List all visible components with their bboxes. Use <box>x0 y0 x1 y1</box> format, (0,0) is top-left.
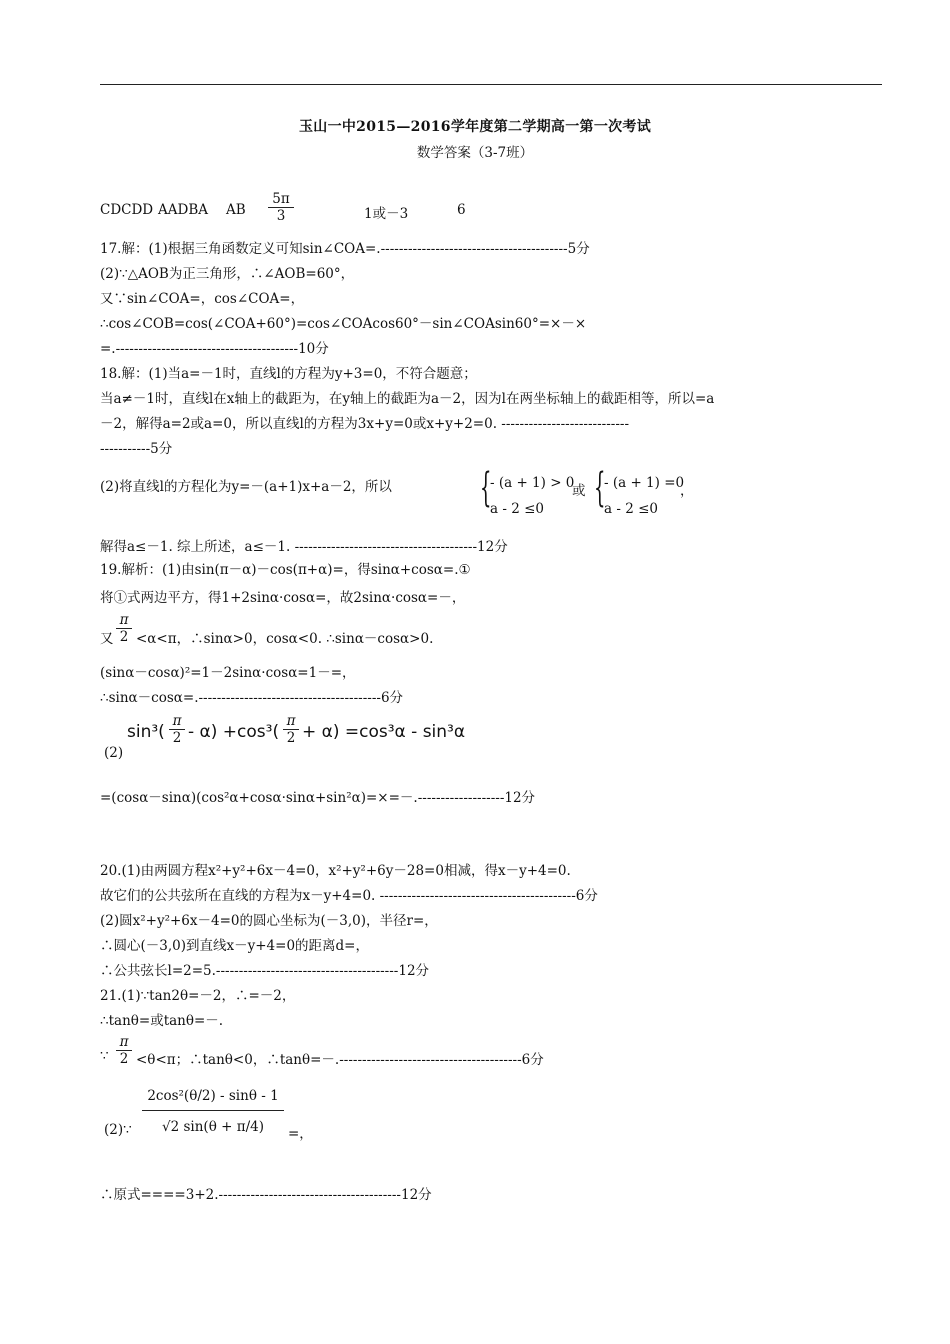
choice-group-1: CDCDD <box>100 202 154 218</box>
q19-line-7: =(cosα－sinα)(cos²α+cosα·sinα+sin²α)=×=－.-------------------12分 <box>100 790 536 806</box>
q17-line-3: 又∵sin∠COA=，cos∠COA=， <box>100 291 305 307</box>
fraction-numerator: π <box>286 713 296 729</box>
q20-line-2: 故它们的公共弦所在直线的方程为x－y+4=0. -------------------------------------------6分 <box>100 888 598 904</box>
top-rule <box>100 84 882 85</box>
q21-part-2-label: (2)∵ <box>104 1122 132 1138</box>
q18-line-3: －2，解得a=2或a=0，所以直线l的方程为3x+y=0或x+y+2=0. ---------------------------- <box>100 416 630 432</box>
page-subtitle: 数学答案（3-7班） <box>416 145 534 161</box>
fraction-denominator: 3 <box>276 208 286 224</box>
q21-line-1: 21.(1)∵tan2θ=－2，∴=－2， <box>100 988 296 1004</box>
fraction-numerator: π <box>119 1034 129 1050</box>
pi-over-2-fraction <box>116 612 132 645</box>
q18-line-5: (2)将直线l的方程化为y=－(a+1)x+a－2，所以 <box>100 479 392 495</box>
fraction-numerator: π <box>172 713 182 729</box>
q21-line-3: <θ<π；∴tanθ<0，∴tanθ=－.----------------------------------------6分 <box>136 1052 544 1068</box>
q18-line-1: 18.解：(1)当a=－1时，直线l的方程为y+3=0，不符合题意； <box>100 366 477 382</box>
comma: ， <box>680 483 694 499</box>
big-fraction-numerator: 2cos²(θ/2) - sinθ - 1 <box>147 1088 279 1104</box>
pi-over-2-fraction <box>116 1034 132 1067</box>
system-2-eq-1: - (a + 1) =0 <box>604 475 685 491</box>
q21-equals: =， <box>288 1126 313 1142</box>
q19-line-5: ∴sinα－cosα=.----------------------------------------6分 <box>100 690 404 706</box>
q20-line-4: ∴圆心(－3,0)到直线x－y+4=0的距离d=， <box>100 938 369 954</box>
q17-line-1: 17.解：(1)根据三角函数定义可知sin∠COA=.-----------------------------------------5分 <box>100 241 590 257</box>
pi-over-2-fraction <box>169 713 185 746</box>
q17-line-4: ∴cos∠COB=cos(∠COA+60°)=cos∠COAcos60°－sin∠COAsin60°=×－× <box>100 316 587 332</box>
q20-line-3: (2)圆x²+y²+6x－4=0的圆心坐标为(－3,0)，半径r=， <box>100 913 438 929</box>
q19-expression-a: sin³( <box>127 722 165 742</box>
or-label: 或 <box>572 483 586 499</box>
system-1-eq-2: a - 2 ≤0 <box>490 501 544 517</box>
q19-line-2: 将①式两边平方，得1+2sinα·cosα=，故2sinα·cosα=－， <box>100 590 466 606</box>
q19-part-2-label: (2) <box>104 745 124 761</box>
q21-line-3-prefix: ∵ <box>100 1048 109 1064</box>
pi-over-2-fraction <box>283 713 299 746</box>
q19-line-3-prefix: 又 <box>100 631 114 647</box>
fraction-denominator: 2 <box>172 730 182 746</box>
choice-group-2: AADBA <box>158 202 208 218</box>
fill-answer-3: 6 <box>457 202 466 218</box>
big-fraction-denominator: √2 sin(θ + π/4) <box>162 1119 264 1135</box>
page-title: 玉山一中2015—2016学年度第二学期高一第一次考试 <box>298 119 652 135</box>
fill-answer-2: 1或－3 <box>364 206 409 222</box>
q19-expression-b: - α) +cos³( <box>188 722 280 742</box>
q18-line-6: 解得a≤－1. 综上所述，a≤－1. ----------------------------------------12分 <box>100 539 508 555</box>
q17-line-2: (2)∵△AOB为正三角形，∴∠AOB=60°， <box>100 266 355 282</box>
fraction-denominator: 2 <box>119 629 129 645</box>
q19-line-3: <α<π，∴sinα>0，cosα<0. ∴sinα－cosα>0. <box>136 631 434 647</box>
q20-line-5: ∴公共弦长l=2=5.----------------------------------------12分 <box>100 963 430 979</box>
q17-line-5: =.----------------------------------------10分 <box>100 341 329 357</box>
q19-line-4: (sinα－cosα)²=1－2sinα·cosα=1－=， <box>100 665 356 681</box>
q21-line-2: ∴tanθ=或tanθ=－. <box>100 1013 224 1029</box>
fraction-numerator: 5π <box>272 191 290 207</box>
fill-answer-1-fraction <box>268 191 294 224</box>
q21-big-fraction <box>142 1088 284 1135</box>
system-brace-2: { <box>594 465 606 511</box>
choice-group-3: AB <box>226 202 246 218</box>
system-brace-1: { <box>480 465 492 511</box>
fraction-numerator: π <box>119 612 129 628</box>
q20-line-1: 20.(1)由两圆方程x²+y²+6x－4=0，x²+y²+6y－28=0相减，得x－y+4=0. <box>100 863 571 879</box>
q19-expression-c: + α) =cos³α - sin³α <box>302 722 466 742</box>
system-2-eq-2: a - 2 ≤0 <box>604 501 658 517</box>
q19-line-1: 19.解析：(1)由sin(π－α)－cos(π+α)=，得sinα+cosα=.① <box>100 562 471 578</box>
q21-line-5: ∴原式====3+2.----------------------------------------12分 <box>100 1187 432 1203</box>
fraction-denominator: 2 <box>286 730 296 746</box>
q18-line-2: 当a≠－1时，直线l在x轴上的截距为，在y轴上的截距为a－2，因为l在两坐标轴上的截距相等，所以=a <box>100 391 715 407</box>
fraction-denominator: 2 <box>119 1051 129 1067</box>
q18-line-4: -----------5分 <box>100 441 173 457</box>
system-1-eq-1: - (a + 1) > 0 <box>490 475 575 491</box>
